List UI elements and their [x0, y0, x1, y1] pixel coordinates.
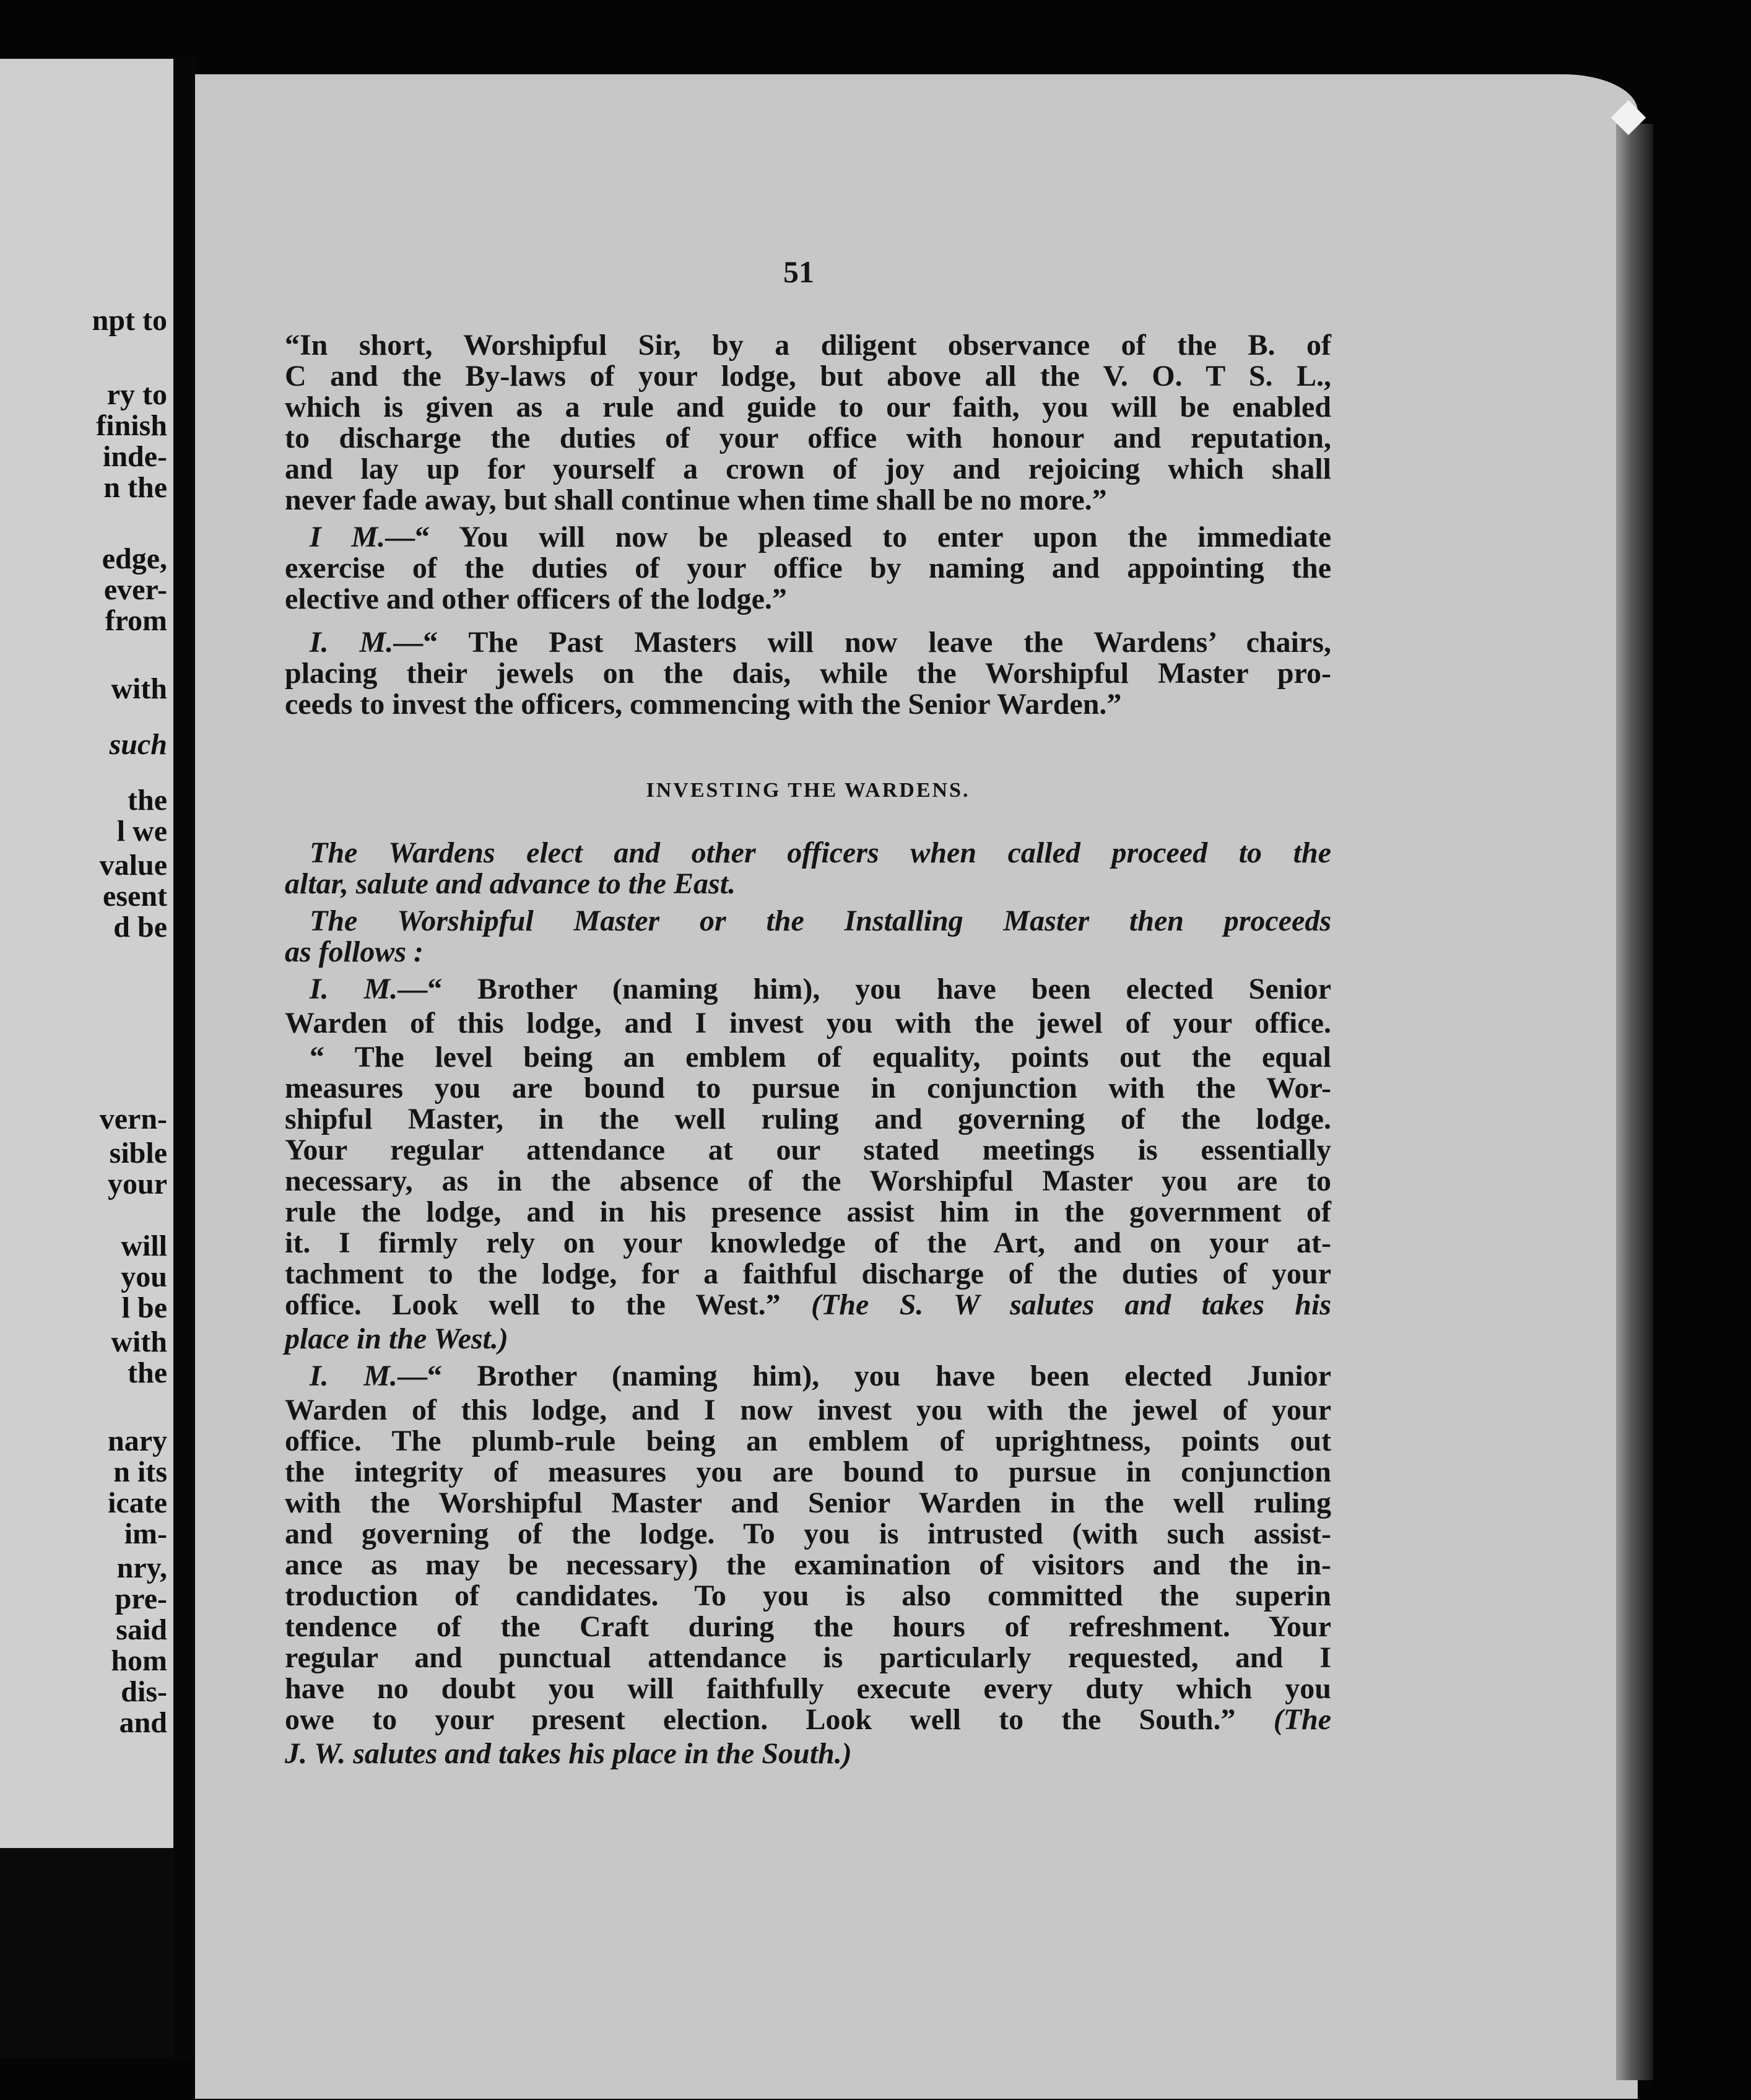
facing-page-fragment: nry, — [116, 1551, 167, 1584]
facing-page-fragment: such — [109, 728, 167, 761]
text-line — [310, 972, 1331, 1007]
text-line — [285, 1288, 1331, 1322]
page-edge-shadow — [1616, 124, 1653, 2080]
text-line — [285, 1393, 1331, 1428]
text-line — [285, 1133, 1331, 1168]
facing-page-fragment: hom — [111, 1644, 167, 1677]
facing-page-fragment: l we — [116, 815, 167, 848]
line-text: Your regular attendance at our stated meetings is essentially — [285, 1134, 1331, 1166]
line-text: ance as may be necessary) the examination of visitors and the in- — [285, 1548, 1331, 1581]
text-line — [285, 1322, 1331, 1356]
text-line — [285, 687, 1331, 722]
text-line — [285, 328, 1331, 363]
line-text: altar, salute and advance to the East. — [285, 867, 736, 900]
facing-page-fragment: ry to — [106, 378, 167, 411]
line-text: office. Look well to the West.” — [285, 1288, 781, 1321]
line-text: place in the West.) — [285, 1322, 508, 1355]
speaker-label: I. M. — [310, 1360, 398, 1392]
line-text: tachment to the lodge, for a faithful discharge of the duties of your — [285, 1257, 1331, 1290]
facing-page-fragment: pre- — [115, 1582, 167, 1615]
line-text: the integrity of measures you are bound to pursue in conjunction — [285, 1456, 1331, 1488]
line-text: with the Worshipful Master and Senior Warden in the well ruling — [285, 1486, 1331, 1519]
line-text: troduction of candidates. To you is also committed the superin — [285, 1579, 1331, 1612]
line-text: never fade away, but shall continue when time shall be no more.” — [285, 484, 1107, 516]
text-line — [285, 582, 1331, 617]
facing-page-fragment: you — [121, 1260, 167, 1293]
text-line — [285, 1641, 1331, 1675]
line-text: regular and punctual attendance is particularly requested, and I — [285, 1641, 1331, 1674]
line-text: “ The level being an emblem of equality, points out the equal — [310, 1041, 1331, 1074]
line-text: have no doubt you will faithfully execute every duty which you — [285, 1672, 1331, 1705]
facing-page-fragment: with — [111, 672, 167, 705]
line-text: Warden of this lodge, and I now invest you with the jewel of your — [285, 1394, 1331, 1426]
text-line — [310, 1040, 1331, 1075]
speaker-label: I M. — [310, 521, 386, 553]
text-line — [285, 1548, 1331, 1582]
facing-page-fragment: d be — [113, 911, 167, 944]
text-line — [285, 1517, 1331, 1551]
line-text: —“ Brother (naming him), you have been elected Senior — [398, 973, 1332, 1005]
text-line — [285, 1226, 1331, 1260]
line-text: to discharge the duties of your office with honour and reputation, — [285, 422, 1331, 454]
stage-direction: (The — [1273, 1703, 1332, 1736]
facing-page-fragment: said — [116, 1613, 167, 1646]
text-line — [285, 421, 1331, 456]
facing-page-fragment: finish — [96, 409, 167, 442]
text-line — [285, 1672, 1331, 1706]
line-text: C and the By-laws of your lodge, but above all the V. O. T S. L., — [285, 360, 1331, 393]
facing-page-fragment: esent — [103, 880, 167, 913]
facing-page-fragment: l be — [121, 1291, 167, 1324]
facing-page-fragment: sible — [109, 1137, 167, 1169]
stage-direction: (The S. W salutes and takes his — [811, 1288, 1332, 1321]
line-text: —“ You will now be pleased to enter upon the immediate — [385, 521, 1332, 553]
text-line — [310, 625, 1331, 660]
facing-page-fragment: and — [119, 1706, 167, 1739]
page-number: 51 — [783, 254, 814, 289]
text-line — [285, 1579, 1331, 1613]
text-line — [310, 836, 1331, 870]
book-gutter — [173, 56, 195, 2062]
speaker-label: I. M. — [310, 973, 398, 1005]
facing-page-fragment: n its — [113, 1456, 167, 1488]
line-text: necessary, as in the absence of the Worshipful Master you are to — [285, 1165, 1331, 1197]
text-line — [285, 1257, 1331, 1291]
section-heading: INVESTING THE WARDENS. — [646, 779, 970, 802]
facing-page-fragment: dis- — [121, 1675, 167, 1708]
text-line — [285, 867, 1331, 901]
facing-page-fragment: from — [105, 604, 167, 637]
text-line — [285, 1006, 1331, 1041]
facing-page-fragment: nary — [108, 1425, 167, 1457]
line-text: and governing of the lodge. To you is intrusted (with such assist- — [285, 1517, 1331, 1550]
facing-page-fragment: im- — [124, 1517, 167, 1550]
line-text: —“ The Past Masters will now leave the Wardens’ chairs, — [393, 626, 1331, 659]
text-line — [285, 1610, 1331, 1644]
line-text: and lay up for yourself a crown of joy and rejoicing which shall — [285, 453, 1331, 485]
facing-page-fragment: vern- — [99, 1103, 167, 1135]
facing-page-fragment: value — [99, 849, 167, 882]
line-text: shipful Master, in the well ruling and governing of the lodge. — [285, 1103, 1331, 1135]
text-line — [285, 483, 1331, 518]
text-line — [285, 359, 1331, 394]
text-line — [285, 1486, 1331, 1521]
facing-page-shadow — [0, 1848, 173, 2059]
facing-page-fragment: icate — [108, 1486, 167, 1519]
facing-page-fragment: n the — [103, 471, 167, 504]
book-spine-background — [1653, 74, 1751, 2100]
line-text: ceeds to invest the officers, commencing with the Senior Warden.” — [285, 688, 1122, 721]
text-line — [285, 1455, 1331, 1490]
line-text: tendence of the Craft during the hours of refreshment. Your — [285, 1610, 1331, 1643]
line-text: Warden of this lodge, and I invest you with the jewel of your office. — [285, 1007, 1331, 1039]
facing-page-fragment: your — [108, 1168, 167, 1200]
text-line — [285, 452, 1331, 487]
text-line — [285, 1164, 1331, 1199]
text-line — [310, 1359, 1331, 1394]
line-text: which is given as a rule and guide to our faith, you will be enabled — [285, 391, 1331, 423]
text-line — [285, 935, 1331, 970]
speaker-label: I. M. — [310, 626, 394, 659]
facing-page-fragment: with — [111, 1326, 167, 1358]
text-line — [285, 1102, 1331, 1137]
text-line — [285, 1071, 1331, 1106]
text-line — [285, 1737, 1331, 1771]
text-line — [310, 904, 1331, 939]
line-text: office. The plumb-rule being an emblem of uprightness, points out — [285, 1425, 1331, 1457]
facing-page-fragment: will — [121, 1230, 167, 1262]
text-line — [285, 551, 1331, 586]
line-text: as follows : — [285, 935, 424, 968]
facing-page-fragment: the — [128, 1356, 167, 1389]
facing-page-fragment: ever- — [103, 573, 167, 606]
line-text: J. W. salutes and takes his place in the South.) — [285, 1737, 852, 1770]
text-line — [285, 1703, 1331, 1737]
line-text: owe to your present election. Look well to the South.” — [285, 1703, 1236, 1736]
text-line — [285, 1424, 1331, 1459]
line-text: The Wardens elect and other officers when called proceed to the — [310, 836, 1331, 869]
text-line — [285, 390, 1331, 425]
text-line — [285, 656, 1331, 691]
line-text: rule the lodge, and in his presence assist him in the government of — [285, 1195, 1331, 1228]
line-text: placing their jewels on the dais, while the Worshipful Master pro- — [285, 657, 1331, 690]
text-line — [310, 520, 1331, 555]
line-text: “In short, Worshipful Sir, by a diligent observance of the B. of — [285, 329, 1331, 362]
facing-page-fragment: npt to — [92, 304, 167, 337]
facing-page-fragment: inde- — [102, 440, 167, 473]
text-line — [285, 1195, 1331, 1230]
line-text: The Worshipful Master or the Installing Master then proceeds — [310, 905, 1331, 937]
facing-page-fragment: edge, — [102, 542, 167, 575]
line-text: elective and other officers of the lodge.” — [285, 583, 787, 615]
facing-page-fragment: the — [128, 784, 167, 817]
line-text: —“ Brother (naming him), you have been elected Junior — [397, 1360, 1332, 1392]
line-text: exercise of the duties of your office by naming and appointing the — [285, 552, 1331, 584]
line-text: it. I firmly rely on your knowledge of the Art, and on your at- — [285, 1226, 1331, 1259]
facing-page-left — [0, 59, 173, 2059]
line-text: measures you are bound to pursue in conjunction with the Wor- — [285, 1072, 1331, 1104]
